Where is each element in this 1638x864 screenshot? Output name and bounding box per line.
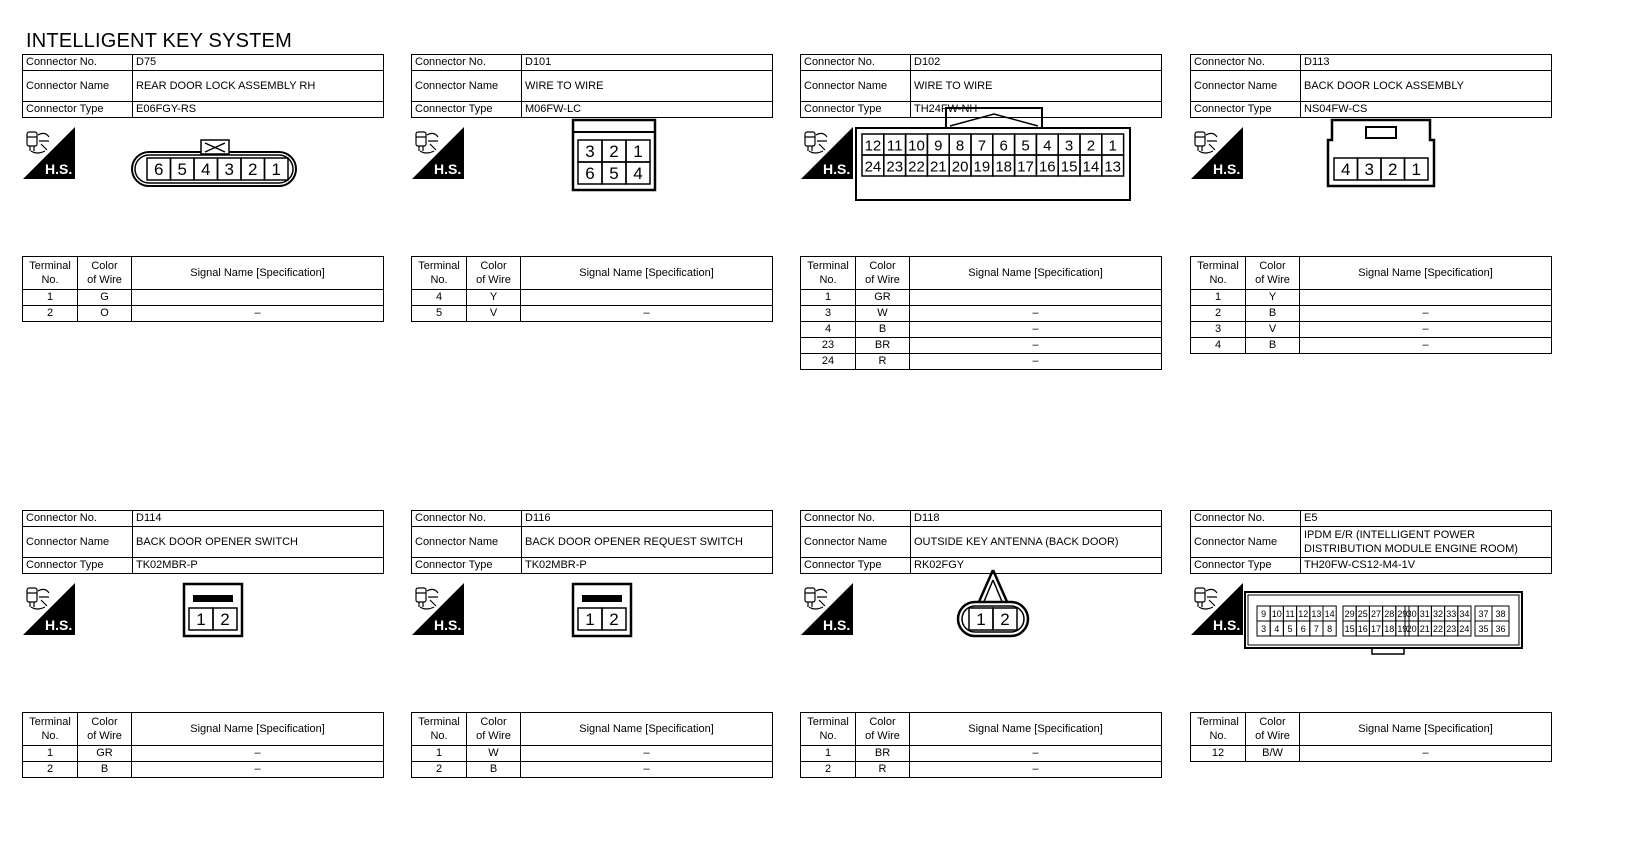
terminal-no-cell: 4 xyxy=(1191,338,1246,354)
pin-number: 18 xyxy=(1384,624,1395,634)
terminal-no-cell: 2 xyxy=(23,762,78,778)
pin-number: 10 xyxy=(1271,609,1282,619)
hs-label: H.S. xyxy=(45,161,73,177)
signal-name-cell: – xyxy=(910,354,1162,370)
connector-name-value: BACK DOOR OPENER REQUEST SWITCH xyxy=(522,527,773,558)
pin-number: 24 xyxy=(864,158,882,176)
harness-side-icon xyxy=(23,583,75,635)
connector-name-label: Connector Name xyxy=(1191,527,1301,558)
pin-number: 37 xyxy=(1478,609,1489,619)
terminal-table xyxy=(411,256,773,322)
connector-name-label: Connector Name xyxy=(1191,71,1301,102)
pin-number: 17 xyxy=(1370,624,1382,634)
connector-type-label: Connector Type xyxy=(1191,558,1301,574)
pin-number: 35 xyxy=(1478,624,1489,634)
wire-color-cell: B xyxy=(856,322,910,338)
pin-number: 30 xyxy=(1406,609,1417,619)
terminal-no-cell: 5 xyxy=(412,306,467,322)
connector-block xyxy=(800,510,1162,800)
pin-number: 31 xyxy=(1419,609,1430,619)
pin-number: 14 xyxy=(1324,609,1335,619)
connector-name-value: REAR DOOR LOCK ASSEMBLY RH xyxy=(133,71,384,102)
signal-name-header: Signal Name [Specification] xyxy=(521,713,773,746)
pin-number: 33 xyxy=(1446,609,1457,619)
connector-type-value: E06FGY-RS xyxy=(133,102,384,118)
pin-number: 12 xyxy=(1298,609,1309,619)
connector-face-diagram xyxy=(864,137,1162,256)
pin-number: 16 xyxy=(1357,624,1368,634)
pin-number: 3 xyxy=(1261,624,1267,634)
terminal-no-header: Terminal No. xyxy=(412,257,467,290)
terminal-no-cell: 1 xyxy=(23,290,78,306)
hs-label: H.S. xyxy=(823,161,851,177)
pin-number: 4 xyxy=(201,160,211,180)
connector-name-value: WIRE TO WIRE xyxy=(522,71,773,102)
pin-number: 2 xyxy=(220,610,230,630)
terminal-row xyxy=(801,354,1162,370)
pin-number: 5 xyxy=(609,164,619,184)
connector-face-diagram xyxy=(511,602,773,712)
wire-color-header: Color of Wire xyxy=(78,257,132,290)
wire-color-header: Color of Wire xyxy=(856,713,910,746)
pin-number: 3 xyxy=(1364,160,1374,180)
terminal-table xyxy=(1190,712,1552,762)
pin-number: 6 xyxy=(154,160,164,180)
connector-type-value: M06FW-LC xyxy=(522,102,773,118)
hs-label: H.S. xyxy=(1213,161,1241,177)
wire-color-cell: V xyxy=(1246,322,1300,338)
connector-face-diagram xyxy=(1261,602,1552,712)
hs-label: H.S. xyxy=(1213,617,1241,633)
wire-color-cell: B xyxy=(467,762,521,778)
terminal-row xyxy=(1191,290,1552,306)
wire-color-cell: GR xyxy=(78,746,132,762)
connector-housing-inner xyxy=(1248,595,1519,645)
connector-housing xyxy=(1245,592,1522,648)
connector-name-label: Connector Name xyxy=(412,527,522,558)
pin-number: 17 xyxy=(1017,158,1034,176)
pin-number: 8 xyxy=(1327,624,1333,634)
terminal-table xyxy=(411,712,773,778)
wire-color-cell: V xyxy=(467,306,521,322)
pin-number: 4 xyxy=(633,164,643,184)
connector-type-value: TH20FW-CS12-M4-1V xyxy=(1301,558,1552,574)
connector-name-value: WIRE TO WIRE xyxy=(911,71,1162,102)
pin-number: 4 xyxy=(1341,160,1351,180)
wire-color-cell: B xyxy=(1246,338,1300,354)
wire-color-cell: Y xyxy=(1246,290,1300,306)
hs-label: H.S. xyxy=(434,161,462,177)
signal-name-cell: – xyxy=(132,306,384,322)
pin-number: 15 xyxy=(1344,624,1355,634)
terminal-no-cell: 1 xyxy=(1191,290,1246,306)
wire-color-cell: W xyxy=(467,746,521,762)
pin-number: 2 xyxy=(248,160,258,180)
pin-number: 19 xyxy=(973,158,991,176)
hs-label: H.S. xyxy=(45,617,73,633)
wire-color-cell: R xyxy=(856,354,910,370)
terminal-row xyxy=(801,746,1162,762)
lock-tab xyxy=(193,595,233,602)
connector-no-value: D116 xyxy=(522,511,773,527)
connector-type-value: RK02FGY xyxy=(911,558,1162,574)
connector-name-label: Connector Name xyxy=(23,71,133,102)
pin-number: 1 xyxy=(1411,160,1421,180)
lock-tab xyxy=(1366,127,1396,138)
terminal-row xyxy=(412,306,773,322)
wire-color-header: Color of Wire xyxy=(1246,713,1300,746)
pin-number: 7 xyxy=(1313,624,1319,634)
terminal-row xyxy=(801,306,1162,322)
terminal-table xyxy=(1190,256,1552,354)
terminal-no-header: Terminal No. xyxy=(801,713,856,746)
wire-color-header: Color of Wire xyxy=(467,257,521,290)
connector-type-value: TK02MBR-P xyxy=(522,558,773,574)
terminal-no-header: Terminal No. xyxy=(1191,257,1246,290)
connector-block xyxy=(800,54,1162,367)
connector-no-label: Connector No. xyxy=(1191,511,1301,527)
pin-number: 25 xyxy=(1357,609,1368,619)
terminal-no-header: Terminal No. xyxy=(1191,713,1246,746)
connector-no-label: Connector No. xyxy=(412,511,522,527)
connector-no-label: Connector No. xyxy=(801,511,911,527)
pin-number: 10 xyxy=(908,137,925,155)
signal-name-header: Signal Name [Specification] xyxy=(132,713,384,746)
signal-name-cell: – xyxy=(521,306,773,322)
pin-number: 1 xyxy=(976,610,986,630)
terminal-table xyxy=(800,712,1162,778)
terminal-row xyxy=(23,306,384,322)
pin-number: 3 xyxy=(224,160,234,180)
pin-number: 29 xyxy=(1344,609,1355,619)
connector-type-label: Connector Type xyxy=(801,102,911,118)
pin-number: 9 xyxy=(1261,609,1267,619)
signal-name-cell: – xyxy=(1300,322,1552,338)
page-title: INTELLIGENT KEY SYSTEM xyxy=(26,30,292,52)
connector-type-label: Connector Type xyxy=(801,558,911,574)
terminal-row xyxy=(801,322,1162,338)
terminal-table xyxy=(22,712,384,778)
terminal-row xyxy=(23,290,384,306)
terminal-no-cell: 4 xyxy=(412,290,467,306)
connector-name-value: IPDM E/R (INTELLIGENT POWER DISTRIBUTION MODULE ENGINE ROOM) xyxy=(1301,527,1552,558)
terminal-row xyxy=(1191,338,1552,354)
pin-number: 2 xyxy=(1000,610,1010,630)
terminal-row xyxy=(412,290,773,306)
signal-name-cell: – xyxy=(132,746,384,762)
wire-color-cell: B/W xyxy=(1246,746,1300,762)
harness-side-icon xyxy=(23,127,75,179)
connector-header-table xyxy=(1190,510,1552,574)
terminal-no-header: Terminal No. xyxy=(23,713,78,746)
connector-no-value: D102 xyxy=(911,55,1162,71)
connector-header-table xyxy=(22,510,384,574)
harness-side-icon xyxy=(1191,583,1243,635)
pin-number: 3 xyxy=(1064,137,1074,155)
terminal-no-cell: 1 xyxy=(801,290,856,306)
pin-number: 15 xyxy=(1060,158,1078,176)
terminal-no-cell: 1 xyxy=(801,746,856,762)
pin-number: 6 xyxy=(585,164,595,184)
connector-face-diagram xyxy=(900,602,1162,712)
pin-number: 21 xyxy=(929,158,947,176)
pin-number: 23 xyxy=(886,158,904,176)
pin-number: 8 xyxy=(955,137,965,155)
connector-type-label: Connector Type xyxy=(412,558,522,574)
connector-face-diagram xyxy=(122,602,384,712)
signal-name-header: Signal Name [Specification] xyxy=(910,257,1162,290)
signal-name-header: Signal Name [Specification] xyxy=(1300,713,1552,746)
terminal-no-header: Terminal No. xyxy=(23,257,78,290)
wire-color-cell: B xyxy=(1246,306,1300,322)
pin-number: 1 xyxy=(196,610,206,630)
connector-name-value: BACK DOOR OPENER SWITCH xyxy=(133,527,384,558)
terminal-row xyxy=(1191,322,1552,338)
connector-type-label: Connector Type xyxy=(23,558,133,574)
harness-side-icon xyxy=(412,127,464,179)
connector-header-table xyxy=(22,54,384,118)
lock-tab xyxy=(582,595,622,602)
pin-number: 2 xyxy=(1086,137,1096,155)
pin-number: 22 xyxy=(908,158,925,176)
pin-number: 36 xyxy=(1495,624,1506,634)
pin-number: 29 xyxy=(1397,609,1408,619)
harness-side-icon xyxy=(801,127,853,179)
terminal-table xyxy=(22,256,384,322)
wire-color-cell: BR xyxy=(856,338,910,354)
wire-color-header: Color of Wire xyxy=(1246,257,1300,290)
pin-number: 7 xyxy=(977,137,987,155)
terminal-no-header: Terminal No. xyxy=(801,257,856,290)
signal-name-cell: – xyxy=(1300,306,1552,322)
connector-block xyxy=(1190,54,1552,351)
pin-number: 20 xyxy=(1406,624,1417,634)
connector-block xyxy=(411,54,773,344)
terminal-row xyxy=(801,338,1162,354)
connector-face-diagram xyxy=(1290,146,1552,256)
pin-number: 22 xyxy=(1432,624,1444,634)
wire-color-cell: O xyxy=(78,306,132,322)
connector-type-value: TK02MBR-P xyxy=(133,558,384,574)
signal-name-header: Signal Name [Specification] xyxy=(1300,257,1552,290)
signal-name-cell: – xyxy=(910,306,1162,322)
terminal-no-cell: 2 xyxy=(412,762,467,778)
connector-no-value: D118 xyxy=(911,511,1162,527)
pin-number: 1 xyxy=(633,142,643,162)
signal-name-cell: – xyxy=(1300,338,1552,354)
terminal-no-header: Terminal No. xyxy=(412,713,467,746)
terminal-no-cell: 1 xyxy=(412,746,467,762)
connector-name-value: OUTSIDE KEY ANTENNA (BACK DOOR) xyxy=(911,527,1162,558)
wire-color-header: Color of Wire xyxy=(467,713,521,746)
pin-number: 27 xyxy=(1370,609,1382,619)
terminal-no-cell: 2 xyxy=(1191,306,1246,322)
connector-no-value: D113 xyxy=(1301,55,1552,71)
connector-header-table xyxy=(411,510,773,574)
signal-name-cell: – xyxy=(1300,746,1552,762)
pin-number: 2 xyxy=(609,610,619,630)
harness-side-icon xyxy=(1191,127,1243,179)
pin-number: 24 xyxy=(1459,624,1470,634)
signal-name-cell xyxy=(521,290,773,306)
hs-label: H.S. xyxy=(434,617,462,633)
connector-no-label: Connector No. xyxy=(23,55,133,71)
pin-number: 5 xyxy=(177,160,187,180)
pin-number: 4 xyxy=(1274,624,1280,634)
pin-number: 14 xyxy=(1082,158,1100,176)
connector-block xyxy=(1190,510,1552,800)
connector-no-label: Connector No. xyxy=(412,55,522,71)
pin-number: 3 xyxy=(585,142,595,162)
wire-color-cell: GR xyxy=(856,290,910,306)
connector-no-label: Connector No. xyxy=(801,55,911,71)
signal-name-cell xyxy=(1300,290,1552,306)
wire-color-cell: BR xyxy=(856,746,910,762)
wire-color-header: Color of Wire xyxy=(856,257,910,290)
pin-number: 13 xyxy=(1104,158,1122,176)
connector-header-table xyxy=(1190,54,1552,118)
pin-number: 19 xyxy=(1397,624,1408,634)
pin-number: 5 xyxy=(1021,137,1030,155)
terminal-no-cell: 12 xyxy=(1191,746,1246,762)
pin-number: 1 xyxy=(271,160,281,180)
terminal-no-cell: 3 xyxy=(801,306,856,322)
pin-number: 20 xyxy=(951,158,969,176)
connector-type-value: TH24FW-NH xyxy=(911,102,1162,118)
connector-no-label: Connector No. xyxy=(1191,55,1301,71)
terminal-table xyxy=(800,256,1162,370)
connector-no-label: Connector No. xyxy=(23,511,133,527)
pin-number: 1 xyxy=(585,610,595,630)
connector-name-label: Connector Name xyxy=(23,527,133,558)
signal-name-cell xyxy=(132,290,384,306)
signal-name-cell: – xyxy=(521,762,773,778)
connector-name-label: Connector Name xyxy=(412,71,522,102)
connector-block xyxy=(22,54,384,344)
connector-type-label: Connector Type xyxy=(1191,102,1301,118)
pin-number: 11 xyxy=(886,137,903,155)
terminal-no-cell: 23 xyxy=(801,338,856,354)
pin-number: 28 xyxy=(1384,609,1395,619)
terminal-no-cell: 2 xyxy=(23,306,78,322)
connector-face-diagram xyxy=(122,146,384,256)
pin-number: 38 xyxy=(1495,609,1506,619)
terminal-no-cell: 1 xyxy=(23,746,78,762)
terminal-row xyxy=(1191,306,1552,322)
terminal-row xyxy=(412,762,773,778)
pin-number: 11 xyxy=(1285,609,1295,619)
pin-number: 34 xyxy=(1459,609,1470,619)
antenna-peak xyxy=(978,570,1008,604)
terminal-row xyxy=(23,762,384,778)
signal-name-cell: – xyxy=(910,338,1162,354)
connector-name-value: BACK DOOR LOCK ASSEMBLY xyxy=(1301,71,1552,102)
pin-number: 13 xyxy=(1311,609,1322,619)
connector-face-diagram xyxy=(511,142,773,256)
connector-name-label: Connector Name xyxy=(801,71,911,102)
signal-name-cell: – xyxy=(521,746,773,762)
pin-number: 1 xyxy=(1108,137,1117,155)
pin-number: 6 xyxy=(999,137,1008,155)
terminal-no-cell: 2 xyxy=(801,762,856,778)
terminal-row xyxy=(1191,746,1552,762)
connector-header-table xyxy=(411,54,773,118)
pin-number: 2 xyxy=(609,142,619,162)
connector-type-value: NS04FW-CS xyxy=(1301,102,1552,118)
connector-block xyxy=(22,510,384,800)
wire-color-header: Color of Wire xyxy=(78,713,132,746)
terminal-no-cell: 3 xyxy=(1191,322,1246,338)
pin-number: 23 xyxy=(1446,624,1457,634)
signal-name-header: Signal Name [Specification] xyxy=(910,713,1162,746)
pin-number: 12 xyxy=(864,137,882,155)
terminal-row xyxy=(801,762,1162,778)
pin-number: 18 xyxy=(995,158,1013,176)
connector-no-value: D101 xyxy=(522,55,773,71)
connector-block xyxy=(411,510,773,800)
signal-name-header: Signal Name [Specification] xyxy=(521,257,773,290)
signal-name-cell xyxy=(910,290,1162,306)
signal-name-cell: – xyxy=(132,762,384,778)
connector-header-table xyxy=(800,510,1162,574)
connector-type-label: Connector Type xyxy=(23,102,133,118)
wire-color-cell: B xyxy=(78,762,132,778)
pin-number: 21 xyxy=(1419,624,1430,634)
harness-side-icon xyxy=(412,583,464,635)
connector-no-value: D114 xyxy=(133,511,384,527)
wire-color-cell: W xyxy=(856,306,910,322)
signal-name-cell: – xyxy=(910,322,1162,338)
signal-name-cell: – xyxy=(910,746,1162,762)
terminal-no-cell: 24 xyxy=(801,354,856,370)
connector-no-value: D75 xyxy=(133,55,384,71)
pin-number: 4 xyxy=(1043,137,1052,155)
wire-color-cell: Y xyxy=(467,290,521,306)
pin-number: 9 xyxy=(934,137,943,155)
harness-side-icon xyxy=(801,583,853,635)
signal-name-header: Signal Name [Specification] xyxy=(132,257,384,290)
pin-number: 2 xyxy=(1388,160,1398,180)
wire-color-cell: G xyxy=(78,290,132,306)
pin-number: 5 xyxy=(1287,624,1293,634)
terminal-row xyxy=(23,746,384,762)
wire-color-cell: R xyxy=(856,762,910,778)
hs-label: H.S. xyxy=(823,617,851,633)
pin-number: 32 xyxy=(1432,609,1444,619)
terminal-no-cell: 4 xyxy=(801,322,856,338)
terminal-row xyxy=(412,746,773,762)
signal-name-cell: – xyxy=(910,762,1162,778)
pin-number: 6 xyxy=(1300,624,1306,634)
connector-no-value: E5 xyxy=(1301,511,1552,527)
connector-type-label: Connector Type xyxy=(412,102,522,118)
connector-name-label: Connector Name xyxy=(801,527,911,558)
pin-number: 16 xyxy=(1038,158,1056,176)
terminal-row xyxy=(801,290,1162,306)
